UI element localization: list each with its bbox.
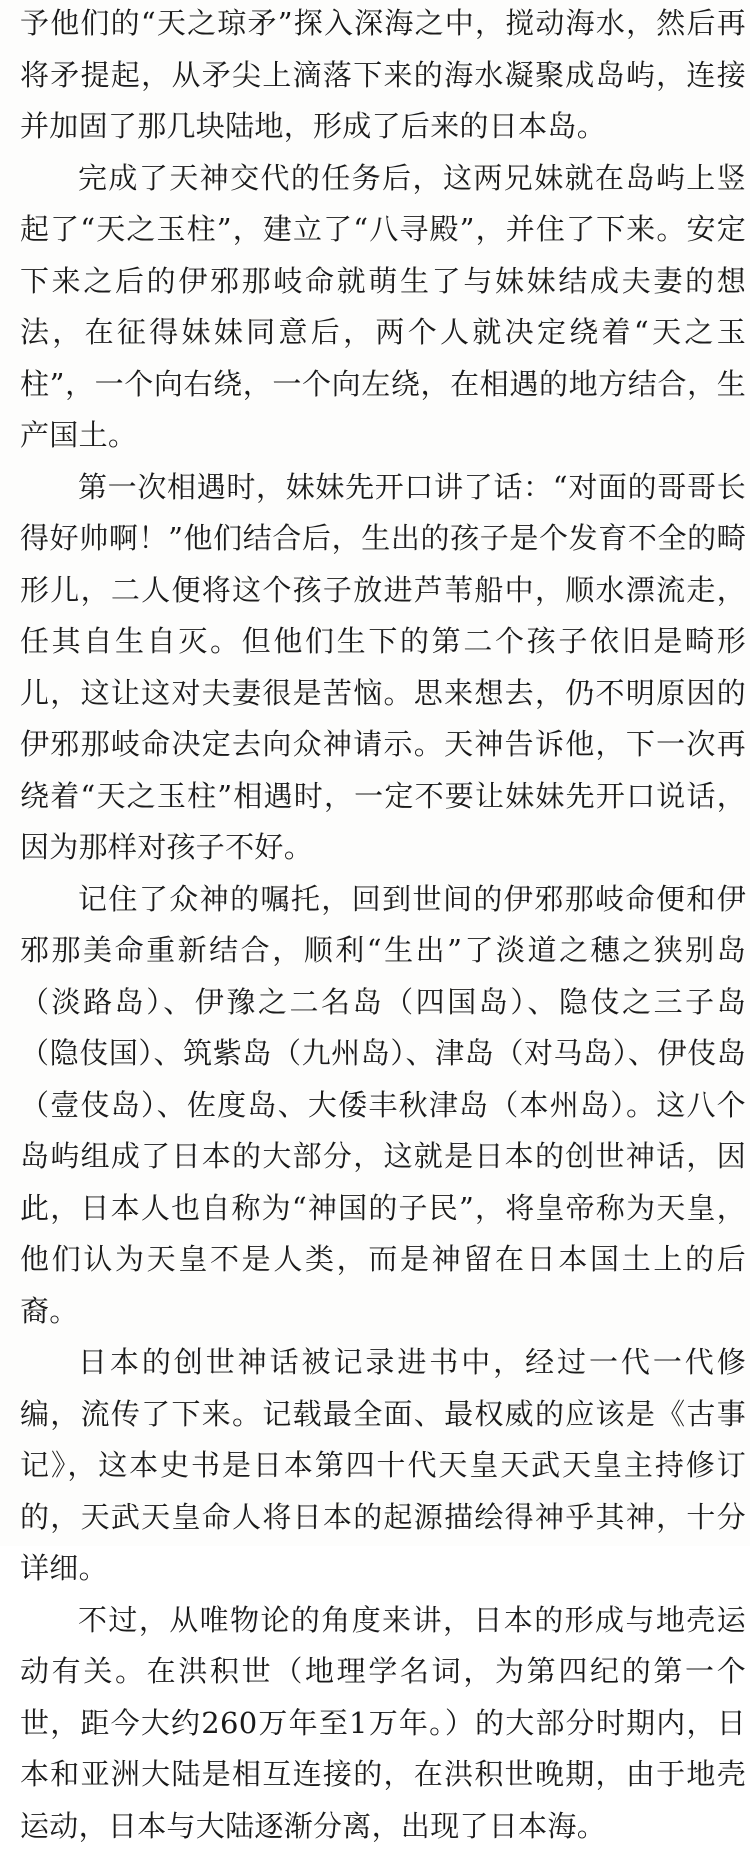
paragraph-4: 记住了众神的嘱托，回到世间的伊邪那岐命便和伊邪那美命重新结合，顺利“生出”了淡道之穗之狭别岛（淡路岛）、伊豫之二名岛（四国岛）、隐伎之三子岛（隐伎国）、筑紫岛（九州岛）、津岛（对马岛）、伊伎岛（壹伎岛）、佐度岛、大倭丰秋津岛（本州岛）。这八个岛屿组成了日本的大部分，这就是日本的创世神话，因此，日本人也自称为“神国的子民”，将皇帝称为天皇，他们认为天皇不是人类，而是神留在日本国土上的后裔。 <box>20 874 746 1338</box>
paragraph-3: 第一次相遇时，妹妹先开口讲了话：“对面的哥哥长得好帅啊！”他们结合后，生出的孩子是个发育不全的畸形儿，二人便将这个孩子放进芦苇船中，顺水漂流走，任其自生自灭。但他们生下的第二个孩子依旧是畸形儿，这让这对夫妻很是苦恼。思来想去，仍不明原因的伊邪那岐命决定去向众神请示。天神告诉他，下一次再绕着“天之玉柱”相遇时，一定不要让妹妹先开口说话，因为那样对孩子不好。 <box>20 462 746 874</box>
paragraph-6: 不过，从唯物论的角度来讲，日本的形成与地壳运动有关。在洪积世（地理学名词，为第四纪的第一个世，距今大约260万年至1万年。）的大部分时期内，日本和亚洲大陆是相互连接的，在洪积世晚期，由于地壳运动，日本与大陆逐渐分离，出现了日本海。 <box>20 1595 746 1852</box>
paragraph-1: 予他们的“天之琼矛”探入深海之中，搅动海水，然后再将矛提起，从矛尖上滴落下来的海水凝聚成岛屿，连接并加固了那几块陆地，形成了后来的日本岛。 <box>20 0 746 153</box>
paragraph-2: 完成了天神交代的任务后，这两兄妹就在岛屿上竖起了“天之玉柱”，建立了“八寻殿”，并住了下来。安定下来之后的伊邪那岐命就萌生了与妹妹结成夫妻的想法，在征得妹妹同意后，两个人就决定绕着“天之玉柱”，一个向右绕，一个向左绕，在相遇的地方结合，生产国土。 <box>20 153 746 462</box>
body-text <box>20 0 746 1852</box>
paragraph-5: 日本的创世神话被记录进书中，经过一代一代修编，流传了下来。记载最全面、最权威的应该是《古事记》，这本史书是日本第四十代天皇天武天皇主持修订的，天武天皇命人将日本的起源描绘得神乎其神，十分详细。 <box>20 1337 746 1595</box>
